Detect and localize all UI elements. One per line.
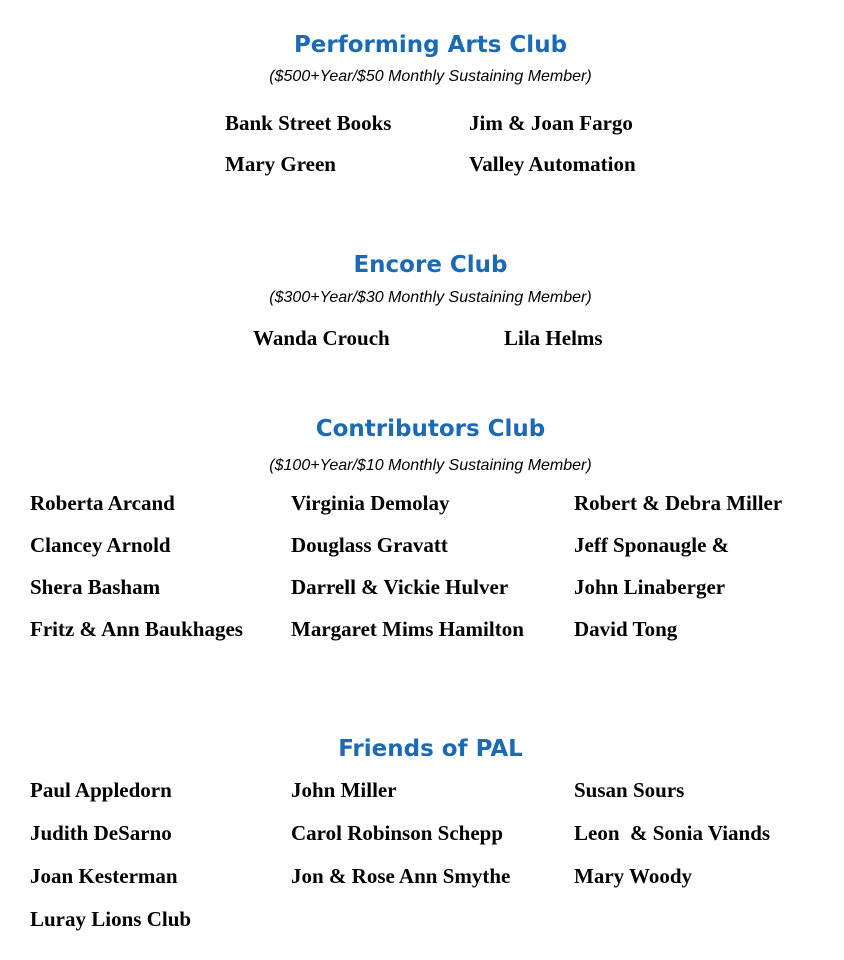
member-name: Mary Woody [574, 864, 693, 888]
member-name: Carol Robinson Schepp [291, 821, 504, 845]
section-title-performing-arts-club: Performing Arts Club [293, 32, 568, 58]
member-name: Jim & Joan Fargo [469, 111, 633, 135]
member-name: Valley Automation [469, 152, 636, 176]
member-name: Leon & Sonia Viands [574, 821, 771, 845]
member-name: Paul Appledorn [30, 778, 172, 802]
member-name: John Miller [291, 778, 397, 802]
member-name: Luray Lions Club [30, 907, 192, 931]
member-name: Robert & Debra Miller [574, 491, 783, 515]
member-name: Fritz & Ann Baukhages [30, 617, 243, 641]
member-name: Shera Basham [30, 575, 161, 599]
member-name: Margaret Mims Hamilton [291, 617, 524, 641]
member-name: John Linaberger [574, 575, 726, 599]
section-title-contributors-club: Contributors Club [315, 416, 546, 442]
member-name: Judith DeSarno [30, 821, 172, 845]
section-title-friends-of-pal: Friends of PAL [338, 736, 523, 762]
member-name: Mary Green [225, 152, 336, 176]
member-name: Joan Kesterman [30, 864, 178, 888]
member-name: Lila Helms [504, 326, 603, 350]
member-name: Susan Sours [574, 778, 685, 802]
section-subtitle-contributors-club: ($100+Year/$10 Monthly Sustaining Member) [269, 457, 592, 474]
member-name: Darrell & Vickie Hulver [291, 575, 509, 599]
member-name: Jeff Sponaugle & [574, 533, 730, 557]
section-title-encore-club: Encore Club [353, 252, 508, 278]
member-name: Virginia Demolay [291, 491, 450, 515]
section-subtitle-performing-arts-club: ($500+Year/$50 Monthly Sustaining Member) [269, 68, 592, 85]
member-name: Bank Street Books [225, 111, 392, 135]
member-name: Roberta Arcand [30, 491, 175, 515]
member-name: Jon & Rose Ann Smythe [291, 864, 511, 888]
member-name: Douglass Gravatt [291, 533, 448, 557]
member-name: David Tong [574, 617, 678, 641]
section-subtitle-encore-club: ($300+Year/$30 Monthly Sustaining Member) [269, 289, 592, 306]
member-name: Clancey Arnold [30, 533, 171, 557]
member-name: Wanda Crouch [253, 326, 390, 350]
